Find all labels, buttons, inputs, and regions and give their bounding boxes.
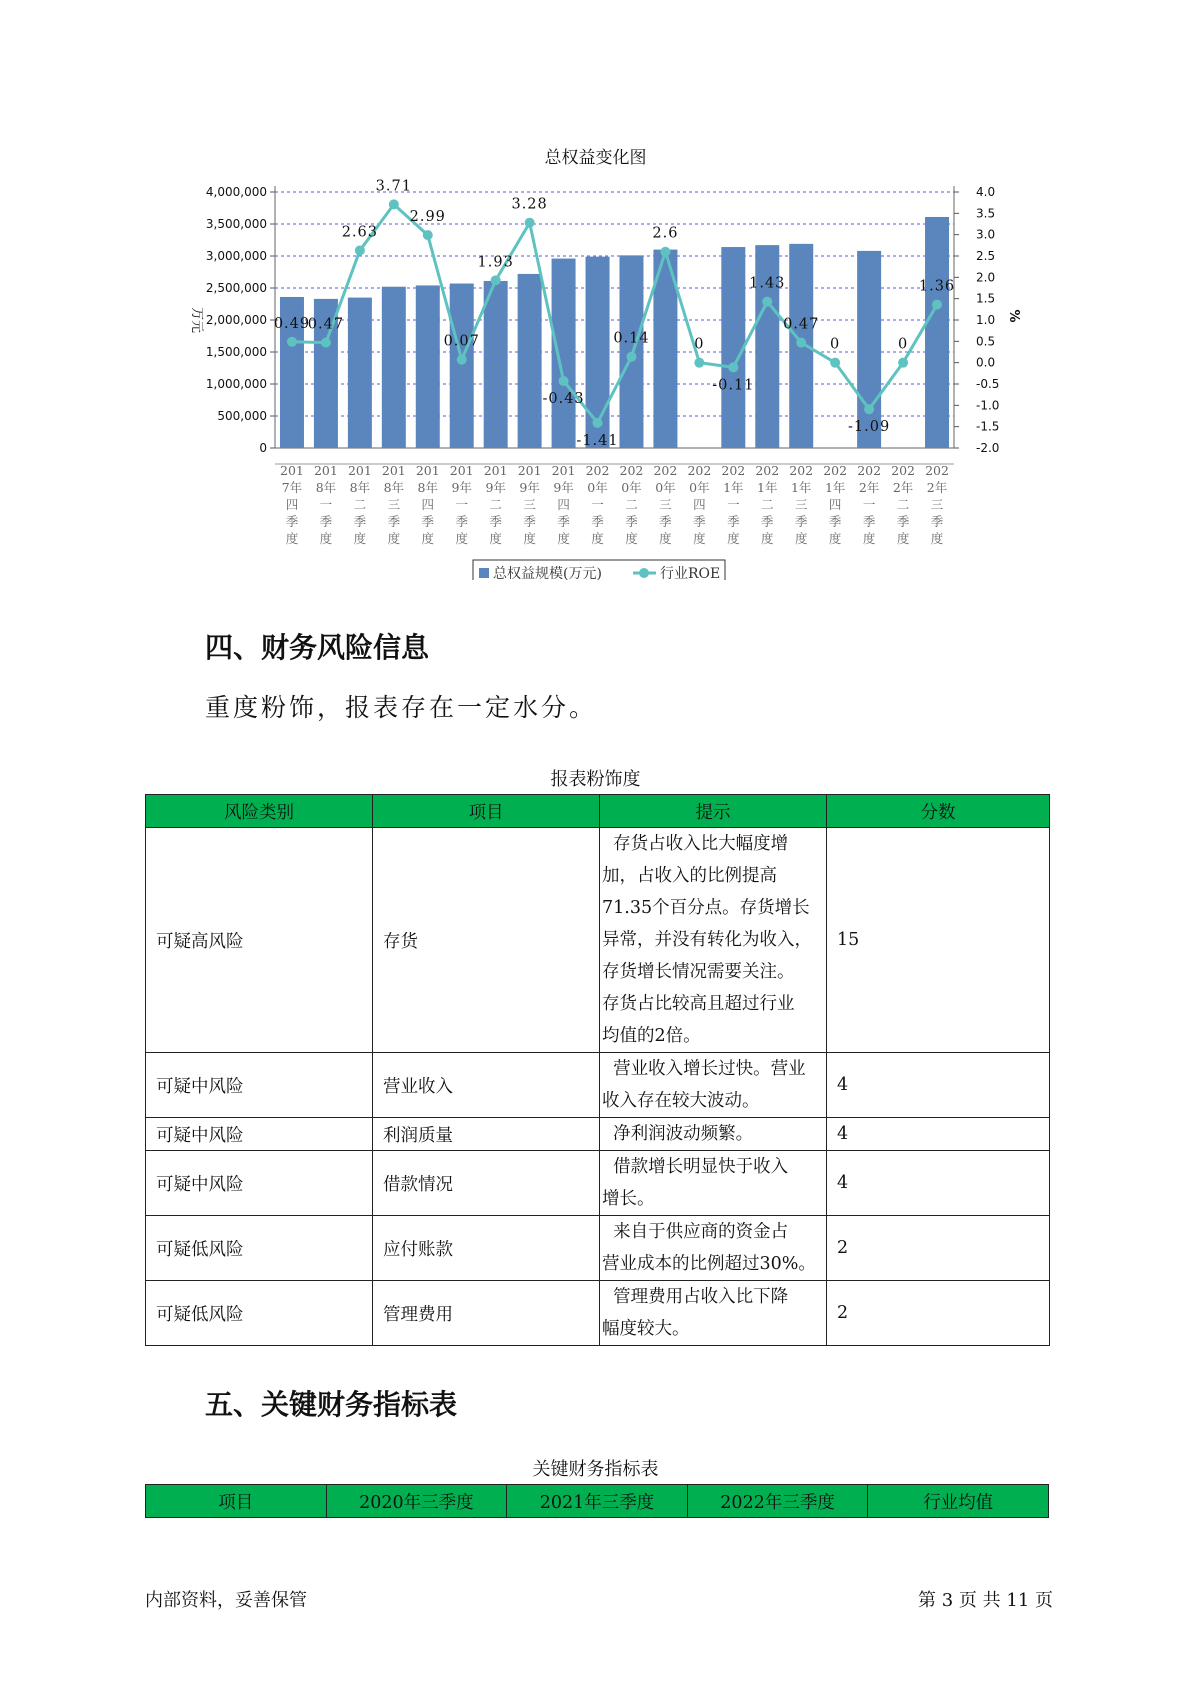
legend-bar-label: 总权益规模(万元)	[493, 566, 602, 580]
category-label: 四	[421, 497, 435, 512]
category-label: 二	[896, 497, 910, 512]
category-label: 201	[551, 463, 576, 478]
category-label: 季	[353, 514, 367, 529]
category-label: 202	[891, 463, 916, 478]
risk-table-row	[146, 1053, 1050, 1118]
category-label: 度	[421, 531, 435, 546]
risk-hint-line: 均值的2倍。	[602, 1026, 701, 1046]
category-label: 二	[353, 497, 367, 512]
risk-category-cell: 可疑高风险	[146, 828, 373, 1053]
category-label: 8年	[315, 480, 337, 495]
category-label: 度	[387, 531, 401, 546]
risk-column-header: 分数	[827, 795, 1050, 828]
category-label: 0年	[689, 480, 710, 495]
indicator-column-header: 2022年三季度	[687, 1485, 868, 1518]
category-label: 三	[659, 497, 672, 512]
risk-item-cell: 存货	[373, 828, 600, 1053]
category-label: 7年	[281, 480, 303, 495]
category-label: 三	[930, 497, 944, 512]
category-label: 季	[930, 514, 944, 529]
risk-category-cell: 可疑低风险	[146, 1281, 373, 1346]
category-label: 季	[828, 514, 842, 529]
legend-line-label: 行业ROE	[660, 566, 721, 580]
roe-point	[593, 418, 603, 428]
category-label: 2年	[926, 480, 948, 495]
category-label: 8年	[417, 480, 439, 495]
roe-point	[864, 404, 874, 414]
category-label: 度	[625, 531, 638, 546]
equity-bar	[721, 247, 745, 448]
roe-point	[728, 362, 738, 372]
category-label: 202	[687, 463, 712, 478]
risk-hint-line: 71.35个百分点。存货增长	[602, 898, 810, 918]
roe-point	[389, 199, 399, 209]
category-label: 季	[557, 514, 570, 529]
category-label: 202	[755, 463, 780, 478]
risk-hint-line: 收入存在较大波动。	[602, 1091, 760, 1111]
equity-bar	[382, 287, 406, 448]
category-label: 度	[489, 531, 502, 546]
category-label: 一	[591, 497, 604, 512]
category-label: 季	[421, 514, 435, 529]
roe-data-label: 2.63	[341, 224, 379, 241]
category-label: 季	[285, 514, 299, 529]
risk-hint-line: 营业收入增长过快。营业	[602, 1059, 806, 1079]
risk-hint-line: 借款增长明显快于收入	[602, 1157, 789, 1177]
left-tick-label: 0	[259, 441, 267, 455]
category-label: 季	[794, 514, 808, 529]
risk-item-cell: 应付账款	[373, 1216, 600, 1281]
category-label: 季	[387, 514, 401, 529]
right-tick-label: 4.0	[976, 185, 996, 199]
category-label: 1年	[723, 480, 744, 495]
roe-data-label: 0	[694, 336, 705, 353]
roe-data-label: 0.47	[783, 316, 820, 333]
right-tick-label: -1.5	[976, 419, 1000, 434]
category-label: 0年	[621, 480, 642, 495]
roe-point	[898, 358, 908, 368]
roe-data-label: 1.43	[749, 275, 786, 292]
indicator-column-header: 2021年三季度	[507, 1485, 688, 1518]
risk-hint-line: 幅度较大。	[602, 1319, 690, 1339]
right-tick-label: 0.0	[976, 355, 996, 370]
risk-hint-line: 来自于供应商的资金占	[602, 1222, 789, 1242]
risk-item-cell: 营业收入	[373, 1053, 600, 1118]
indicator-column-header: 2020年三季度	[326, 1485, 507, 1518]
category-label: 季	[659, 514, 672, 529]
risk-item-cell: 利润质量	[373, 1118, 600, 1151]
roe-data-label: 1.36	[918, 278, 956, 295]
left-tick-label: 1,000,000	[205, 377, 267, 391]
category-label: 三	[794, 497, 808, 512]
category-label: 0年	[587, 480, 608, 495]
risk-hint-cell	[600, 1053, 827, 1118]
equity-bar	[518, 274, 542, 448]
category-label: 二	[489, 497, 502, 512]
category-label: 0年	[655, 480, 676, 495]
equity-bar	[619, 255, 643, 448]
roe-data-label: 0	[830, 336, 841, 353]
category-label: 度	[862, 531, 876, 546]
category-label: 度	[557, 531, 570, 546]
roe-point	[321, 338, 331, 348]
risk-table-row	[146, 1118, 1050, 1151]
risk-hint-line: 存货增长情况需要关注。	[602, 962, 795, 982]
roe-point	[355, 245, 365, 255]
roe-data-label: -0.11	[712, 377, 755, 394]
roe-data-label: -0.43	[542, 391, 585, 408]
category-label: 度	[591, 531, 604, 546]
category-label: 2年	[892, 480, 914, 495]
category-label: 9年	[553, 480, 574, 495]
category-label: 一	[319, 497, 333, 512]
roe-point	[694, 358, 704, 368]
category-label: 201	[313, 463, 338, 478]
risk-category-cell: 可疑低风险	[146, 1216, 373, 1281]
category-label: 9年	[451, 480, 472, 495]
category-label: 1年	[757, 480, 778, 495]
risk-category-cell: 可疑中风险	[146, 1118, 373, 1151]
risk-column-header: 风险类别	[146, 795, 373, 828]
footer-page-number: 第 3 页 共 11 页	[918, 1590, 1053, 1611]
risk-hint-cell	[600, 1118, 827, 1151]
right-tick-label: -0.5	[976, 377, 1000, 391]
roe-data-label: 3.71	[375, 178, 412, 195]
indicator-table	[145, 1484, 1049, 1518]
footer-confidential: 内部资料，妥善保管	[145, 1590, 307, 1611]
equity-bar	[552, 259, 576, 448]
legend-bar-swatch	[479, 568, 489, 578]
category-label: 季	[761, 514, 774, 529]
risk-hint-line: 存货占比较高且超过行业	[602, 994, 795, 1014]
roe-data-label: 2.99	[409, 209, 446, 226]
indicator-column-header: 项目	[146, 1485, 327, 1518]
category-label: 四	[693, 497, 706, 512]
category-label: 度	[794, 531, 808, 546]
section4-heading: 四、财务风险信息	[205, 631, 430, 664]
right-tick-label: 0.5	[976, 334, 996, 349]
risk-hint-line: 营业成本的比例超过30%。	[602, 1254, 816, 1274]
category-label: 季	[523, 514, 536, 529]
category-label: 201	[280, 463, 304, 478]
risk-table-caption: 报表粉饰度	[550, 769, 641, 790]
category-label: 度	[523, 531, 536, 546]
risk-score-cell: 15	[827, 828, 1050, 1053]
category-label: 202	[789, 463, 814, 478]
legend-line-marker	[639, 568, 649, 578]
category-label: 度	[761, 531, 774, 546]
roe-point	[626, 352, 636, 362]
equity-bar	[348, 298, 372, 448]
risk-hint-cell	[600, 1281, 827, 1346]
roe-point	[287, 337, 297, 347]
roe-point	[457, 355, 467, 365]
risk-hint-cell	[600, 1216, 827, 1281]
category-label: 202	[823, 463, 848, 478]
risk-hint-line: 加，占收入的比例提高	[602, 866, 777, 886]
indicator-column-header: 行业均值	[868, 1485, 1049, 1518]
section5-heading: 五、关键财务指标表	[205, 1388, 458, 1421]
risk-summary: 重度粉饰，报表存在一定水分。	[205, 693, 598, 722]
category-label: 季	[896, 514, 910, 529]
category-label: 度	[727, 531, 740, 546]
risk-hint-line: 管理费用占收入比下降	[602, 1287, 789, 1307]
right-axis-label: %	[1006, 309, 1021, 323]
category-label: 201	[483, 463, 508, 478]
roe-data-label: -1.09	[848, 419, 891, 436]
left-axis-label: 万元	[189, 306, 204, 334]
category-label: 度	[659, 531, 672, 546]
equity-bar	[450, 284, 474, 448]
chart-title: 总权益变化图	[544, 148, 647, 168]
category-label: 201	[517, 463, 542, 478]
category-label: 202	[721, 463, 746, 478]
category-label: 8年	[383, 480, 405, 495]
roe-point	[559, 376, 569, 386]
category-label: 四	[557, 497, 570, 512]
roe-data-label: 2.6	[652, 225, 679, 242]
category-label: 二	[625, 497, 638, 512]
risk-score-cell: 4	[827, 1151, 1050, 1216]
category-label: 201	[381, 463, 406, 478]
right-tick-label: -1.0	[976, 398, 1000, 413]
right-tick-label: -2.0	[976, 441, 1000, 455]
category-label: 季	[727, 514, 740, 529]
risk-table-row	[146, 1216, 1050, 1281]
indicator-table-caption: 关键财务指标表	[532, 1459, 659, 1480]
category-label: 季	[319, 514, 333, 529]
risk-column-header: 项目	[373, 795, 600, 828]
category-label: 季	[625, 514, 638, 529]
roe-data-label: 0.14	[613, 330, 650, 347]
equity-bar	[416, 285, 440, 448]
left-tick-label: 3,500,000	[205, 217, 267, 231]
left-tick-label: 3,000,000	[205, 249, 267, 263]
roe-point	[423, 230, 433, 240]
roe-point	[830, 358, 840, 368]
category-label: 一	[862, 497, 876, 512]
roe-data-label: 0.47	[307, 316, 345, 333]
risk-hint-line: 净利润波动频繁。	[602, 1124, 754, 1144]
category-label: 季	[693, 514, 706, 529]
risk-hint-line: 存货占收入比大幅度增	[602, 834, 789, 854]
equity-bar	[925, 217, 949, 448]
category-label: 201	[449, 463, 474, 478]
roe-point	[660, 247, 670, 257]
risk-score-cell: 4	[827, 1118, 1050, 1151]
roe-point	[525, 218, 535, 228]
roe-point	[491, 275, 501, 285]
category-label: 1年	[790, 480, 812, 495]
category-label: 2年	[858, 480, 880, 495]
category-label: 202	[585, 463, 610, 478]
risk-score-cell: 2	[827, 1216, 1050, 1281]
risk-table-row	[146, 1281, 1050, 1346]
left-tick-label: 2,000,000	[205, 313, 267, 327]
risk-table	[145, 794, 1050, 1346]
roe-data-label: 0.49	[273, 315, 311, 332]
roe-data-label: 0	[897, 336, 909, 353]
category-label: 度	[319, 531, 333, 546]
category-label: 三	[523, 497, 536, 512]
category-label: 9年	[519, 480, 540, 495]
category-label: 四	[828, 497, 842, 512]
category-label: 季	[591, 514, 604, 529]
category-label: 9年	[485, 480, 506, 495]
roe-data-label: -1.41	[576, 432, 619, 449]
category-label: 三	[387, 497, 401, 512]
risk-score-cell: 2	[827, 1281, 1050, 1346]
risk-hint-line: 增长。	[602, 1189, 655, 1209]
category-label: 202	[857, 463, 882, 478]
left-tick-label: 4,000,000	[205, 185, 267, 199]
right-tick-label: 1.0	[976, 313, 996, 327]
risk-category-cell: 可疑中风险	[146, 1151, 373, 1216]
category-label: 202	[653, 463, 678, 478]
category-label: 二	[761, 497, 774, 512]
equity-chart	[0, 0, 1191, 580]
equity-bar	[484, 281, 508, 448]
category-label: 季	[862, 514, 876, 529]
risk-category-cell: 可疑中风险	[146, 1053, 373, 1118]
category-label: 四	[285, 497, 299, 512]
risk-item-cell: 借款情况	[373, 1151, 600, 1216]
roe-data-label: 1.93	[477, 254, 514, 271]
left-tick-label: 1,500,000	[205, 345, 267, 359]
category-label: 度	[896, 531, 910, 546]
category-label: 202	[925, 463, 949, 478]
category-label: 度	[455, 531, 468, 546]
category-label: 一	[727, 497, 740, 512]
risk-item-cell: 管理费用	[373, 1281, 600, 1346]
category-label: 季	[489, 514, 502, 529]
roe-point	[932, 300, 942, 310]
category-label: 202	[619, 463, 644, 478]
category-label: 度	[693, 531, 706, 546]
risk-table-row	[146, 1151, 1050, 1216]
risk-score-cell: 4	[827, 1053, 1050, 1118]
category-label: 201	[347, 463, 372, 478]
right-tick-label: 2.0	[976, 270, 996, 285]
right-tick-label: 2.5	[976, 249, 996, 263]
left-tick-label: 500,000	[217, 409, 267, 423]
left-tick-label: 2,500,000	[205, 281, 267, 295]
risk-column-header: 提示	[600, 795, 827, 828]
category-label: 一	[455, 497, 468, 512]
risk-hint-line: 异常，并没有转化为收入，	[602, 930, 812, 950]
category-label: 8年	[349, 480, 371, 495]
right-tick-label: 1.5	[976, 291, 996, 306]
risk-hint-cell	[600, 1151, 827, 1216]
category-label: 季	[455, 514, 468, 529]
roe-point	[762, 297, 772, 307]
category-label: 度	[285, 531, 299, 546]
category-label: 1年	[824, 480, 846, 495]
roe-point	[796, 338, 806, 348]
indicator-table-header	[146, 1485, 1049, 1518]
roe-data-label: 0.07	[443, 333, 480, 350]
category-label: 201	[415, 463, 440, 478]
category-label: 度	[353, 531, 367, 546]
right-tick-label: 3.0	[976, 227, 996, 242]
risk-hint-cell	[600, 828, 827, 1053]
roe-data-label: 3.28	[511, 196, 548, 213]
risk-table-row	[146, 828, 1050, 1053]
right-tick-label: 3.5	[976, 206, 996, 221]
risk-table-header	[146, 795, 1050, 828]
category-label: 度	[828, 531, 842, 546]
category-label: 度	[930, 531, 944, 546]
